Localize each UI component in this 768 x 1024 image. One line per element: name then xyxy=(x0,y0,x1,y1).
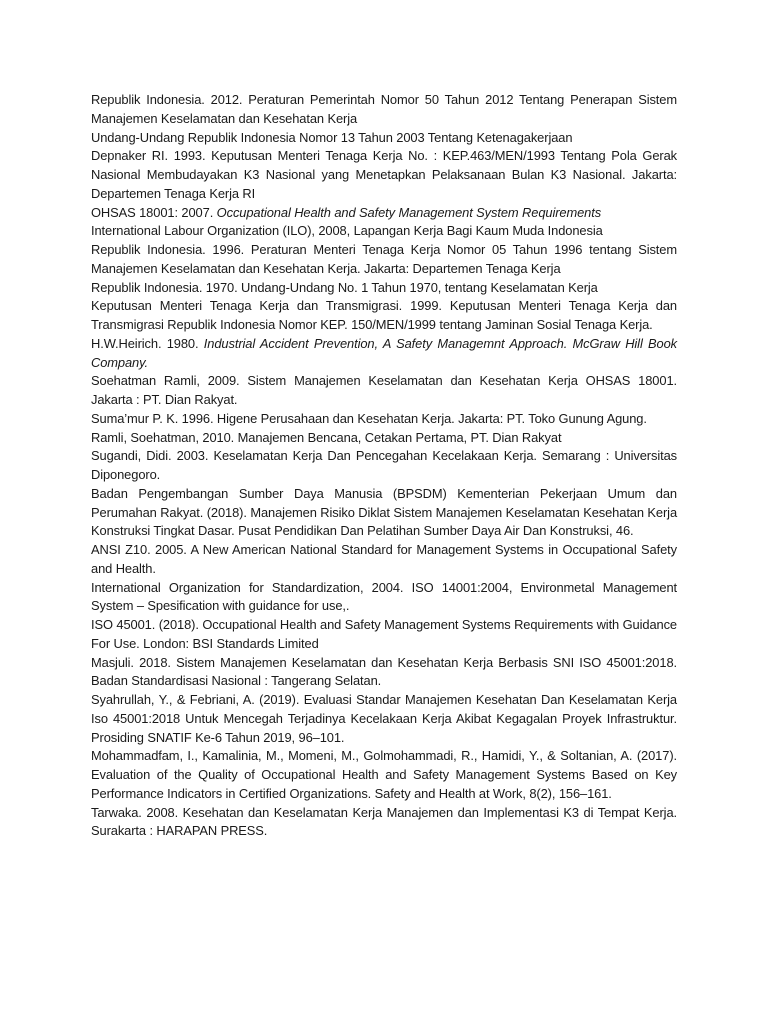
reference-entry xyxy=(91,691,677,747)
reference-text: Republik Indonesia. 1970. Undang-Undang No. 1 Tahun 1970, tentang Keselamatan Kerja xyxy=(91,279,598,295)
reference-entry xyxy=(91,410,677,429)
reference-text: International Organization for Standardization, 2004. ISO 14001:2004, Environmetal Management System – Spesification with guidance for use,. xyxy=(91,579,677,614)
reference-text: Syahrullah, Y., & Febriani, A. (2019). Evaluasi Standar Manajemen Kesehatan Dan Keselamatan Kerja Iso 45001:2018 Untuk Mencegah Terjadinya Kecelakaan Kerja Akibat Kegagalan Proyek Infrastruktur. Prosiding SNATIF Ke-6 Tahun 2019, 96–101. xyxy=(91,692,677,745)
reference-title-italic: Industrial Accident Prevention, A Safety Managemnt Approach. McGraw Hill Book Company. xyxy=(91,335,677,370)
reference-entry xyxy=(91,447,677,485)
reference-text: Masjuli. 2018. Sistem Manajemen Keselamatan dan Kesehatan Kerja Berbasis SNI ISO 45001:2018. Badan Standardisasi Nasional : Tangerang Selatan. xyxy=(91,654,677,689)
reference-text: Badan Pengembangan Sumber Daya Manusia (BPSDM) Kementerian Pekerjaan Umum dan Perumahan Rakyat. (2018). Manajemen Risiko Diklat Sistem Manajemen Keselamatan Kesehatan Kerja Konstruksi Tingkat Dasar. Pusat Pendidikan Dan Pelatihan Sumber Daya Air Dan Konstruksi, 46. xyxy=(91,485,678,539)
reference-text: H.W.Heirich. 1980. xyxy=(91,335,204,351)
reference-text: Tarwaka. 2008. Kesehatan dan Keselamatan Kerja Manajemen dan Implementasi K3 di Tempat Kerja. Surakarta : HARAPAN PRESS. xyxy=(91,804,677,839)
reference-text: Ramli, Soehatman, 2010. Manajemen Bencana, Cetakan Pertama, PT. Dian Rakyat xyxy=(91,429,562,445)
reference-text: ISO 45001. (2018). Occupational Health and Safety Management Systems Requirements with Guidance For Use. London: BSI Standards Limited xyxy=(91,617,677,651)
reference-list xyxy=(91,91,677,841)
reference-entry xyxy=(91,222,677,241)
reference-entry xyxy=(91,372,677,410)
reference-text: Republik Indonesia. 2012. Peraturan Pemerintah Nomor 50 Tahun 2012 Tentang Penerapan Sistem Manajemen Keselamatan dan Kesehatan Kerja xyxy=(91,92,677,126)
reference-entry xyxy=(91,91,677,129)
reference-entry xyxy=(91,541,677,579)
reference-text: Republik Indonesia. 1996. Peraturan Menteri Tenaga Kerja Nomor 05 Tahun 1996 tentang Sistem Manajemen Keselamatan dan Kesehatan Kerja. Jakarta: Departemen Tenaga Kerja xyxy=(91,242,677,276)
reference-text: Depnaker RI. 1993. Keputusan Menteri Tenaga Kerja No. : KEP.463/MEN/1993 Tentang Pola Gerak Nasional Membudayakan K3 Nasional yang Menetapkan Pelaksanaan Bulan K3 Nasional. Jakarta: Departemen Tenaga Kerja RI xyxy=(91,148,677,201)
reference-entry xyxy=(91,579,677,617)
reference-text: Undang-Undang Republik Indonesia Nomor 13 Tahun 2003 Tentang Ketenagakerjaan xyxy=(91,129,573,145)
reference-entry xyxy=(91,747,677,803)
reference-text: International Labour Organization (ILO), 2008, Lapangan Kerja Bagi Kaum Muda Indonesia xyxy=(91,223,603,239)
reference-text: Suma’mur P. K. 1996. Higene Perusahaan dan Kesehatan Kerja. Jakarta: PT. Toko Gunung Agung. xyxy=(91,410,647,426)
reference-text: Keputusan Menteri Tenaga Kerja dan Transmigrasi. 1999. Keputusan Menteri Tenaga Kerja dan Transmigrasi Republik Indonesia Nomor KEP. 150/MEN/1999 tentang Jaminan Sosial Tenaga Kerja. xyxy=(91,298,677,332)
reference-entry xyxy=(91,616,677,654)
reference-entry xyxy=(91,297,677,335)
reference-text: Sugandi, Didi. 2003. Keselamatan Kerja Dan Pencegahan Kecelakaan Kerja. Semarang : Universitas Diponegoro. xyxy=(91,448,677,482)
reference-text: OHSAS 18001: 2007. xyxy=(91,204,217,220)
reference-entry xyxy=(91,129,677,148)
reference-entry xyxy=(91,147,677,203)
reference-entry xyxy=(91,279,677,298)
reference-entry xyxy=(91,241,677,279)
reference-text: Mohammadfam, I., Kamalinia, M., Momeni, M., Golmohammadi, R., Hamidi, Y., & Soltanian, A. (2017). Evaluation of the Quality of Occupational Health and Safety Management Systems Based on Key Performance Indicators in Certified Organizations. Safety and Health at Work, 8(2), 156–161. xyxy=(91,748,677,801)
reference-entry xyxy=(91,485,677,541)
reference-title-italic: Occupational Health and Safety Management System Requirements xyxy=(216,204,602,220)
reference-entry xyxy=(91,804,677,842)
reference-entry xyxy=(91,654,677,692)
reference-entry xyxy=(91,204,677,223)
reference-entry xyxy=(91,429,677,448)
reference-text: Soehatman Ramli, 2009. Sistem Manajemen Keselamatan dan Kesehatan Kerja OHSAS 18001. Jakarta : PT. Dian Rakyat. xyxy=(91,373,677,407)
reference-text: ANSI Z10. 2005. A New American National Standard for Management Systems in Occupational Safety and Health. xyxy=(91,542,677,576)
reference-entry xyxy=(91,335,677,373)
